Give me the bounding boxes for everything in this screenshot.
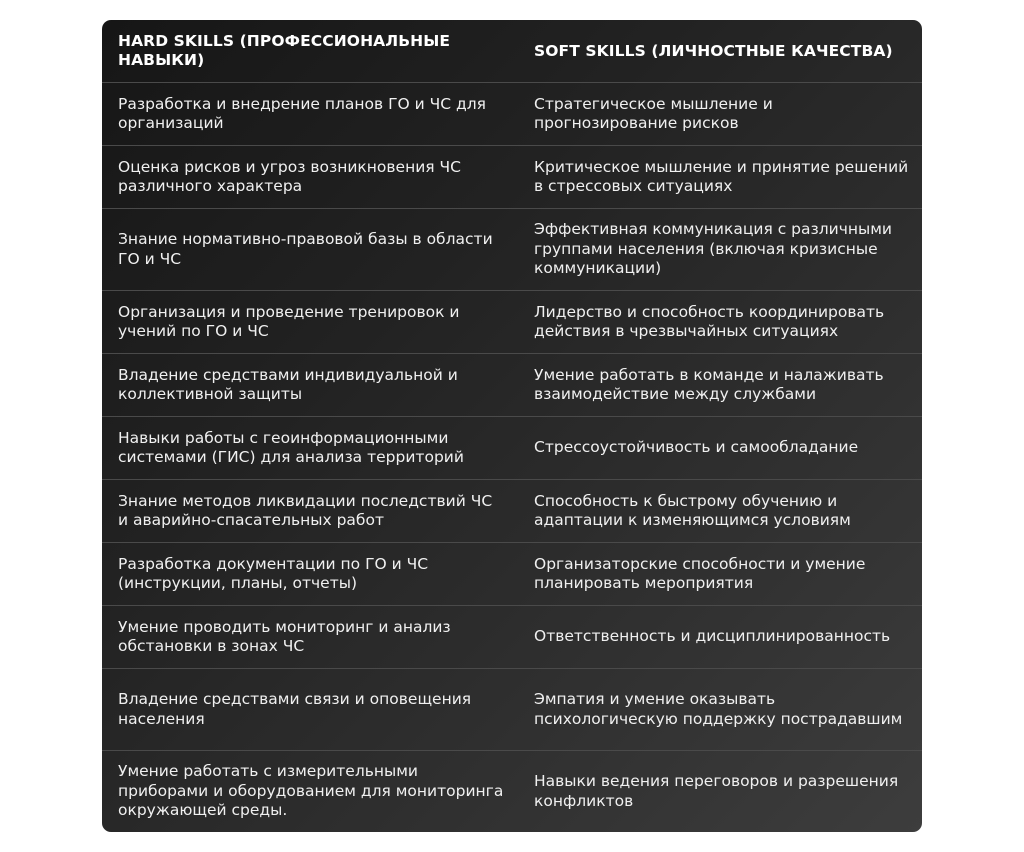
soft-skill-cell: Организаторские способности и умение планировать мероприятия [518,543,922,606]
hard-skill-cell: Навыки работы с геоинформационными системами (ГИС) для анализа территорий [102,417,518,480]
table-header-row [102,20,922,83]
table-row [102,146,922,209]
hard-skill-cell: Знание методов ликвидации последствий ЧС и аварийно-спасательных работ [102,480,518,543]
table-row [102,606,922,669]
soft-skill-cell: Эмпатия и умение оказывать психологическую поддержку пострадавшим [518,669,922,751]
hard-skill-cell: Владение средствами индивидуальной и коллективной защиты [102,354,518,417]
table-row [102,480,922,543]
table-row [102,354,922,417]
soft-skill-cell: Стрессоустойчивость и самообладание [518,417,922,480]
skills-table [102,20,922,832]
hard-skill-cell: Владение средствами связи и оповещения населения [102,669,518,751]
soft-skill-cell: Эффективная коммуникация с различными группами населения (включая кризисные коммуникации) [518,209,922,291]
soft-skill-cell: Способность к быстрому обучению и адаптации к изменяющимся условиям [518,480,922,543]
skills-table-card [102,20,922,832]
soft-skill-cell: Умение работать в команде и налаживать взаимодействие между службами [518,354,922,417]
soft-skill-cell: Критическое мышление и принятие решений в стрессовых ситуациях [518,146,922,209]
table-row [102,209,922,291]
soft-skill-cell: Лидерство и способность координировать действия в чрезвычайных ситуациях [518,291,922,354]
soft-skill-cell: Ответственность и дисциплинированность [518,606,922,669]
table-row [102,291,922,354]
hard-skill-cell: Организация и проведение тренировок и учений по ГО и ЧС [102,291,518,354]
header-soft-skills: SOFT SKILLS (ЛИЧНОСТНЫЕ КАЧЕСТВА) [518,20,922,83]
table-row [102,417,922,480]
soft-skill-cell: Навыки ведения переговоров и разрешения конфликтов [534,772,899,810]
hard-skill-cell: Разработка документации по ГО и ЧС (инструкции, планы, отчеты) [102,543,518,606]
hard-skill-cell: Разработка и внедрение планов ГО и ЧС для организаций [102,83,518,146]
hard-skill-cell: Умение проводить мониторинг и анализ обстановки в зонах ЧС [102,606,518,669]
table-row [102,543,922,606]
soft-skill-cell: Стратегическое мышление и прогнозирование рисков [518,83,922,146]
table-row [102,669,922,751]
table-row [102,83,922,146]
hard-skill-cell: Оценка рисков и угроз возникновения ЧС различного характера [102,146,518,209]
hard-skill-cell: Умение работать с измерительными приборами и оборудованием для мониторинга окружающей среды. [118,762,504,820]
hard-skill-cell: Знание нормативно-правовой базы в области ГО и ЧС [102,209,518,291]
table-row [102,751,922,833]
header-hard-skills: HARD SKILLS (ПРОФЕССИОНАЛЬНЫЕ НАВЫКИ) [102,20,518,83]
